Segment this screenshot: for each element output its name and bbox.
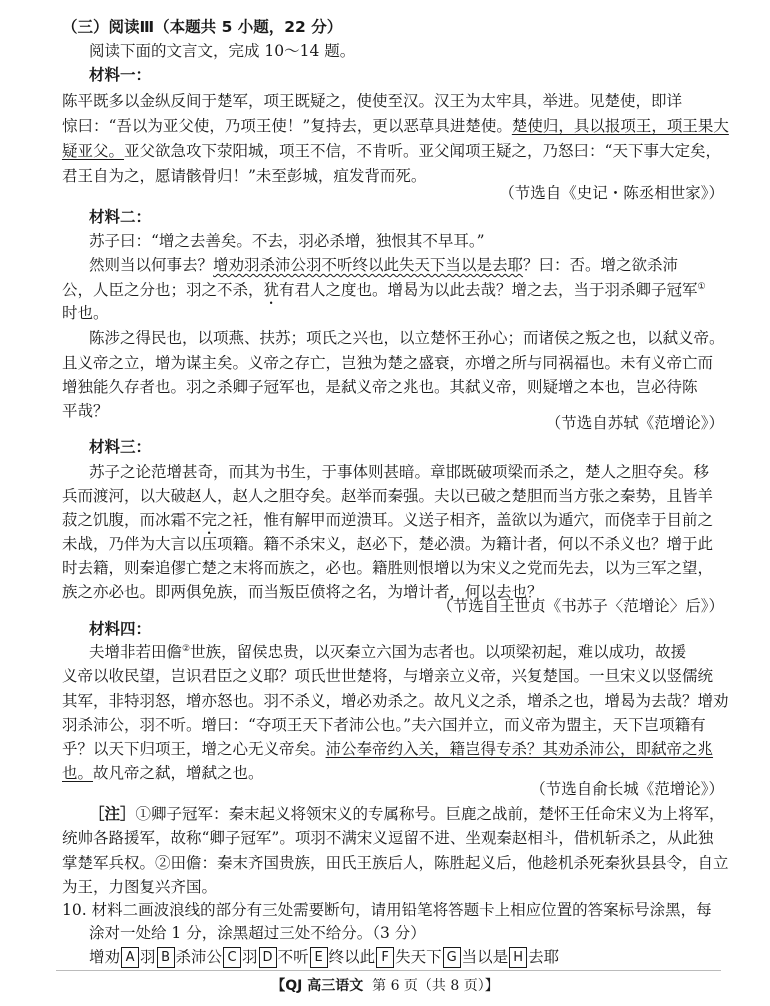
material-2-line: 陈涉之得民也，以项燕、扶苏；项氏之兴也，以立楚怀王孙心；而诸侯之叛之也，以弑义帝。 (89, 329, 725, 347)
material-4-source: （节选自俞长城《范增论》） (530, 780, 724, 798)
material-4-label: 材料四： (89, 620, 152, 638)
text-segment: 当以是 (461, 948, 509, 966)
footnote-line: 掌楚军兵权。②田儋：秦末齐国贵族，田氏王族后人，陈胜起义后，他趁机杀死秦狄县县令，自立 (62, 854, 729, 872)
material-1-label: 材料一： (89, 66, 152, 84)
material-4-line: 夫增非若田儋②世族，留侯忠贵，以灭秦立六国为志者也。以项梁初起，难以成功，故援 (89, 643, 687, 661)
answer-box-g[interactable]: G (443, 947, 461, 968)
underlined-sentence: 也。 (62, 764, 94, 782)
answer-box-b[interactable]: B (157, 947, 175, 968)
material-2-line: 苏子曰：“增之去善矣。不去，羽必杀增，独恨其不早耳。” (89, 232, 485, 250)
text-segment: 增劝 (89, 948, 121, 966)
material-4-line: 其军，非特羽怒，增亦怒也。羽不杀义，增必劝杀之。故凡义之杀，增杀之也，增曷为去哉？增劝 (62, 692, 729, 710)
material-3-line: 族之亦必也。即两俱免族，而当叛臣偾将之名，为增计者，何以去也？ (62, 583, 543, 601)
material-2-line: 且义帝之立，增为谋主矣。义帝之存亡，岂独为楚之盛衰，亦增之所与同祸福也。未有义帝亡而 (62, 354, 714, 372)
dotted-character: 犹 (263, 281, 280, 299)
material-3-line: 菽之饥腹，而冰霜不完之衽，惟有解甲而逆溃耳。义送子相齐，盖欲以为遁穴，而侥幸于目前之 (62, 511, 714, 529)
material-1-line: 君王自为之，愿请骸骨归！”未至彭城，疽发背而死。 (62, 167, 427, 185)
footnote-label: ［注］ (89, 805, 136, 823)
text-segment: 杀沛公 (175, 948, 223, 966)
material-3-source: （节选自王世贞《书苏子〈范增论〉后》） (437, 597, 724, 615)
instructions: 阅读下面的文言文，完成 10～14 题。 (89, 42, 356, 60)
answer-box-c[interactable]: C (223, 947, 241, 968)
underlined-sentence: 楚使归，具以报项王，项王果大 (511, 117, 729, 135)
material-2-source: （节选自苏轼《范增论》） (545, 414, 724, 432)
question-10-prompt: 涂对一处给 1 分，涂黑超过三处不给分。（3 分） (89, 924, 426, 942)
wavy-underlined-sentence: 增劝羽杀沛公羽不听终以此失天下当以是去耶 (213, 256, 524, 274)
material-2-line: 然则当以何事去？增劝羽杀沛公羽不听终以此失天下当以是去耶？曰：否。增之欲杀沛 (89, 256, 679, 274)
material-4-line: 义帝以收民望，岂识君臣之义耶？项氏世世楚将，与增亲立义帝，兴复楚国。一旦宋义以竖儒统 (62, 667, 714, 685)
material-3-line: 苏子之论范增甚奇，而其为书生，于事体则甚暗。章邯既破项梁而杀之，楚人之胆夺矣。移 (89, 463, 710, 481)
page-footer (0, 975, 770, 995)
material-3-label: 材料三： (89, 438, 152, 456)
footnote-line: 统帅各路援军，故称“卿子冠军”。项羽不满宋义逗留不进、坐观秦赵相斗，借机斩杀之，从此独 (62, 829, 714, 847)
page-number: 第 6 页（共 8 页）】 (372, 978, 499, 994)
text-segment: 羽 (140, 948, 156, 966)
material-2-line: 平哉？ (62, 402, 109, 420)
footnote-line: ［注］①卿子冠军：秦末起义将领宋义的专属称号。巨鹿之战前，楚怀王任命宋义为上将军， (89, 805, 725, 823)
text-segment: 失天下 (395, 948, 442, 966)
footnote-line: 为王，力图复兴齐国。 (62, 878, 218, 896)
footer-divider (56, 970, 721, 971)
material-2-line: 增独能久存者也。羽之杀卿子冠军也，是弑义帝之兆也。其弑义帝，则疑增之本也，岂必待陈 (62, 378, 698, 396)
section-heading: （三）阅读Ⅲ（本题共 5 小题，22 分） (62, 18, 343, 36)
material-1-line: 惊曰：“吾以为亚父使，乃项王使！”复持去，更以恶草具进楚使。楚使归，具以报项王，项王果大 (62, 117, 729, 135)
underlined-sentence: 沛公奉帝约入关，籍岂得专杀？其劝杀沛公，即弑帝之兆 (325, 740, 714, 758)
dotted-character: 完 (201, 511, 218, 529)
answer-box-e[interactable]: E (310, 947, 328, 968)
answer-box-f[interactable]: F (376, 947, 394, 968)
text-segment: 去耶 (528, 948, 560, 966)
material-2-label: 材料二： (89, 208, 152, 226)
material-4-line: 乎？以天下归项王，增之心无义帝矣。沛公奉帝约入关，籍岂得专杀？其劝杀沛公，即弑帝之兆 (62, 740, 714, 758)
material-3-line: 时去籍，则秦追僇亡楚之末将而族之，必也。籍胜则恨增以为宋义之党而先去，以为三军之望， (62, 559, 714, 577)
underlined-sentence: 疑亚父。 (62, 142, 125, 160)
text-segment: 终以此 (328, 948, 376, 966)
answer-box-a[interactable]: A (121, 947, 139, 968)
footnote-marker: ② (182, 644, 191, 654)
material-1-line: 疑亚父。亚父欲急攻下荥阳城，项王不信，不肯听。亚父闻项王疑之，乃怒曰：“天下事大定矣， (62, 142, 721, 160)
answer-box-d[interactable]: D (259, 947, 277, 968)
footnote-marker: ① (697, 282, 706, 292)
footer-header: 【QJ 高三语文 (271, 978, 364, 994)
question-10-options (89, 944, 559, 970)
material-3-line: 未战，乃伴为大言以压项籍。籍不杀宋义，赵必下，楚必溃。为籍计者，何以不杀义也？增于此 (62, 535, 714, 553)
material-3-line: 兵而渡河，以大破赵人，赵人之胆夺矣。赵举而秦强。夫以已破之楚胆而当方张之秦势，且皆羊 (62, 487, 714, 505)
material-1-line: 陈平既多以金纵反间于楚军，项王既疑之，使使至汉。汉王为太牢具，举进。见楚使，即详 (62, 92, 683, 110)
material-4-line: 也。故凡帝之弑，增弑之也。 (62, 764, 264, 782)
answer-box-h[interactable]: H (509, 947, 527, 968)
question-10-prompt: 10. 材料二画波浪线的部分有三处需要断句，请用铅笔将答题卡上相应位置的答案标号涂黑，每 (62, 901, 712, 919)
material-2-line: 公，人臣之分也；羽之不杀，犹有君人之度也。增曷为以此去哉？增之去，当于羽杀卿子冠军① (62, 281, 706, 299)
text-segment: 不听 (277, 948, 309, 966)
material-2-line: 时也。 (62, 304, 109, 322)
material-1-source: （节选自《史记・陈丞相世家》） (499, 184, 724, 202)
text-segment: 羽 (242, 948, 258, 966)
material-4-line: 羽杀沛公，羽不听。增曰：“夺项王天下者沛公也。”夫六国并立，而义帝为盟主，天下岂项籍有 (62, 716, 706, 734)
